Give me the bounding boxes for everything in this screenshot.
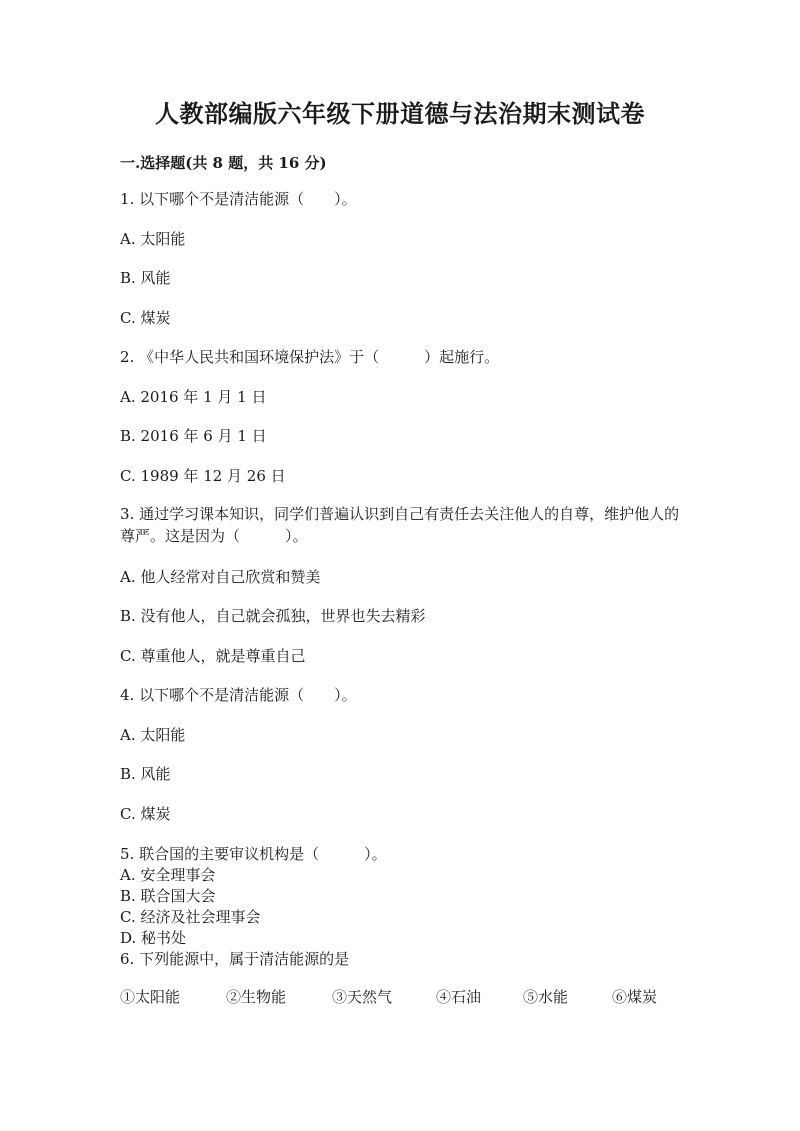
question-4-option-c: C. 煤炭 — [120, 805, 171, 823]
question-6-option-4: ④石油 — [436, 988, 482, 1006]
question-6-option-3: ③天然气 — [332, 988, 393, 1006]
question-2-stem: 2. 《中华人民共和国环境保护法》于（ ）起施行。 — [120, 348, 500, 366]
question-2-option-a: A. 2016 年 1 月 1 日 — [120, 388, 267, 406]
question-3-option-b: B. 没有他人，自己就会孤独，世界也失去精彩 — [120, 607, 426, 625]
question-2-option-c: C. 1989 年 12 月 26 日 — [120, 467, 286, 485]
section-heading: 一.选择题(共 8 题，共 16 分) — [120, 154, 327, 172]
question-6-option-5: ⑤水能 — [523, 988, 569, 1006]
question-6-option-6: ⑥煤炭 — [612, 988, 658, 1006]
question-1-option-a: A. 太阳能 — [120, 230, 186, 248]
question-3-option-c: C. 尊重他人，就是尊重自己 — [120, 647, 306, 665]
question-5-option-d: D. 秘书处 — [120, 929, 187, 947]
question-1-stem: 1. 以下哪个不是清洁能源（ ）。 — [120, 190, 357, 208]
question-5-stem: 5. 联合国的主要审议机构是（ ）。 — [120, 845, 387, 863]
question-2-option-b: B. 2016 年 6 月 1 日 — [120, 427, 267, 445]
question-5-option-c: C. 经济及社会理事会 — [120, 908, 261, 926]
question-1-option-b: B. 风能 — [120, 269, 171, 287]
question-6-option-1: ①太阳能 — [120, 988, 181, 1006]
question-6-option-2: ②生物能 — [226, 988, 287, 1006]
page-title: 人教部编版六年级下册道德与法治期末测试卷 — [155, 99, 645, 128]
question-4-option-a: A. 太阳能 — [120, 726, 186, 744]
question-4-option-b: B. 风能 — [120, 765, 171, 783]
question-1-option-c: C. 煤炭 — [120, 309, 171, 327]
question-5-option-a: A. 安全理事会 — [120, 866, 216, 884]
question-4-stem: 4. 以下哪个不是清洁能源（ ）。 — [120, 686, 357, 704]
question-3-stem: 3. 通过学习课本知识，同学们普遍认识到自己有责任去关注他人的自尊，维护他人的尊严。这是因为（ ）。 — [120, 505, 680, 545]
question-5-option-b: B. 联合国大会 — [120, 887, 216, 905]
question-3-option-a: A. 他人经常对自己欣赏和赞美 — [120, 568, 321, 586]
question-6-stem: 6. 下列能源中，属于清洁能源的是 — [120, 950, 350, 968]
